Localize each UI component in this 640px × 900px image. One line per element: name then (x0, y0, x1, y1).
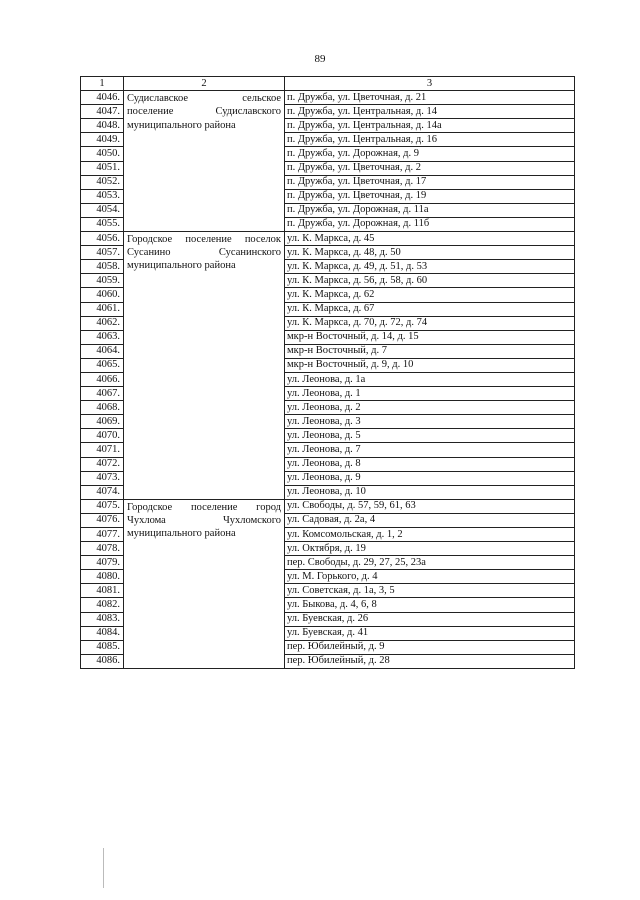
row-number: 4079. (81, 556, 124, 570)
row-number: 4056. (81, 232, 124, 246)
address-cell: п. Дружба, ул. Дорожная, д. 11б (285, 217, 575, 231)
table-body (81, 91, 575, 669)
table-row (81, 499, 575, 513)
address-cell: мкр-н Восточный, д. 7 (285, 344, 575, 358)
address-cell: ул. Леонова, д. 1а (285, 372, 575, 386)
address-cell: п. Дружба, ул. Центральная, д. 14а (285, 119, 575, 133)
address-cell: ул. Леонова, д. 8 (285, 457, 575, 471)
municipality-name-line: муниципального района (127, 119, 236, 131)
row-number: 4075. (81, 499, 124, 513)
table-row (81, 91, 575, 105)
municipality-name-line: Сусанино Сусанинского (127, 247, 281, 259)
address-cell: п. Дружба, ул. Дорожная, д. 9 (285, 147, 575, 161)
row-number: 4073. (81, 471, 124, 485)
address-cell: мкр-н Восточный, д. 14, д. 15 (285, 330, 575, 344)
address-cell: п. Дружба, ул. Центральная, д. 16 (285, 133, 575, 147)
row-number: 4060. (81, 288, 124, 302)
municipality-name-line: Чухлома Чухломского (127, 515, 281, 527)
table-header-row (81, 77, 575, 91)
row-number: 4061. (81, 302, 124, 316)
address-cell: ул. К. Маркса, д. 48, д. 50 (285, 246, 575, 260)
row-number: 4069. (81, 415, 124, 429)
address-table (80, 76, 575, 669)
row-number: 4077. (81, 528, 124, 542)
row-number: 4059. (81, 274, 124, 288)
address-cell: ул. К. Маркса, д. 45 (285, 232, 575, 246)
address-cell: пер. Свободы, д. 29, 27, 25, 23а (285, 556, 575, 570)
row-number: 4080. (81, 570, 124, 584)
address-cell: ул. Леонова, д. 3 (285, 415, 575, 429)
address-cell: ул. Комсомольская, д. 1, 2 (285, 528, 575, 542)
row-number: 4062. (81, 316, 124, 330)
scan-margin-mark (103, 848, 104, 888)
municipality-name-line: поселение Судиславского (127, 106, 281, 118)
row-number: 4052. (81, 175, 124, 189)
address-cell: п. Дружба, ул. Цветочная, д. 17 (285, 175, 575, 189)
row-number: 4085. (81, 640, 124, 654)
page-number: 89 (314, 53, 326, 65)
address-cell: пер. Юбилейный, д. 28 (285, 654, 575, 668)
row-number: 4086. (81, 654, 124, 668)
address-cell: п. Дружба, ул. Дорожная, д. 11а (285, 203, 575, 217)
address-cell: п. Дружба, ул. Цветочная, д. 2 (285, 161, 575, 175)
address-cell: ул. К. Маркса, д. 49, д. 51, д. 53 (285, 260, 575, 274)
address-cell: ул. М. Горького, д. 4 (285, 570, 575, 584)
municipality-name-line: Городское поселение поселок (127, 234, 281, 246)
address-cell: ул. К. Маркса, д. 56, д. 58, д. 60 (285, 274, 575, 288)
row-number: 4068. (81, 401, 124, 415)
row-number: 4076. (81, 513, 124, 527)
address-cell: ул. Свободы, д. 57, 59, 61, 63 (285, 499, 575, 513)
address-cell: ул. Леонова, д. 2 (285, 401, 575, 415)
address-cell: ул. К. Маркса, д. 62 (285, 288, 575, 302)
address-cell: п. Дружба, ул. Цветочная, д. 21 (285, 91, 575, 105)
row-number: 4067. (81, 387, 124, 401)
address-cell: ул. Буевская, д. 41 (285, 626, 575, 640)
row-number: 4050. (81, 147, 124, 161)
municipality-cell (124, 91, 285, 232)
address-cell: ул. Быкова, д. 4, 6, 8 (285, 598, 575, 612)
municipality-name-line: муниципального района (127, 260, 236, 272)
municipality-cell (124, 232, 285, 500)
row-number: 4071. (81, 443, 124, 457)
row-number: 4084. (81, 626, 124, 640)
row-number: 4064. (81, 344, 124, 358)
row-number: 4049. (81, 133, 124, 147)
address-cell: ул. Буевская, д. 26 (285, 612, 575, 626)
address-cell: ул. Садовая, д. 2а, 4 (285, 513, 575, 527)
row-number: 4066. (81, 372, 124, 386)
row-number: 4078. (81, 542, 124, 556)
row-number: 4057. (81, 246, 124, 260)
row-number: 4051. (81, 161, 124, 175)
address-cell: п. Дружба, ул. Цветочная, д. 19 (285, 189, 575, 203)
municipality-name-line: Городское поселение город (127, 501, 281, 513)
municipality-name-line: Судиславское сельское (127, 93, 281, 105)
row-number: 4058. (81, 260, 124, 274)
row-number: 4065. (81, 358, 124, 372)
column-header-municipality: 2 (124, 77, 285, 91)
address-cell: мкр-н Восточный, д. 9, д. 10 (285, 358, 575, 372)
address-cell: ул. Леонова, д. 1 (285, 387, 575, 401)
address-cell: ул. К. Маркса, д. 67 (285, 302, 575, 316)
row-number: 4074. (81, 485, 124, 499)
row-number: 4082. (81, 598, 124, 612)
address-cell: ул. Советская, д. 1а, 3, 5 (285, 584, 575, 598)
column-header-number: 1 (81, 77, 124, 91)
row-number: 4053. (81, 189, 124, 203)
row-number: 4070. (81, 429, 124, 443)
table-row (81, 232, 575, 246)
address-cell: ул. Леонова, д. 10 (285, 485, 575, 499)
address-cell: ул. Леонова, д. 7 (285, 443, 575, 457)
row-number: 4047. (81, 105, 124, 119)
row-number: 4081. (81, 584, 124, 598)
row-number: 4054. (81, 203, 124, 217)
municipality-name-line: муниципального района (127, 528, 236, 540)
row-number: 4046. (81, 91, 124, 105)
address-cell: ул. Октября, д. 19 (285, 542, 575, 556)
column-header-address: 3 (285, 77, 575, 91)
row-number: 4048. (81, 119, 124, 133)
address-cell: ул. К. Маркса, д. 70, д. 72, д. 74 (285, 316, 575, 330)
row-number: 4055. (81, 217, 124, 231)
row-number: 4063. (81, 330, 124, 344)
address-cell: пер. Юбилейный, д. 9 (285, 640, 575, 654)
row-number: 4072. (81, 457, 124, 471)
row-number: 4083. (81, 612, 124, 626)
municipality-cell (124, 499, 285, 668)
address-cell: п. Дружба, ул. Центральная, д. 14 (285, 105, 575, 119)
address-cell: ул. Леонова, д. 5 (285, 429, 575, 443)
address-cell: ул. Леонова, д. 9 (285, 471, 575, 485)
